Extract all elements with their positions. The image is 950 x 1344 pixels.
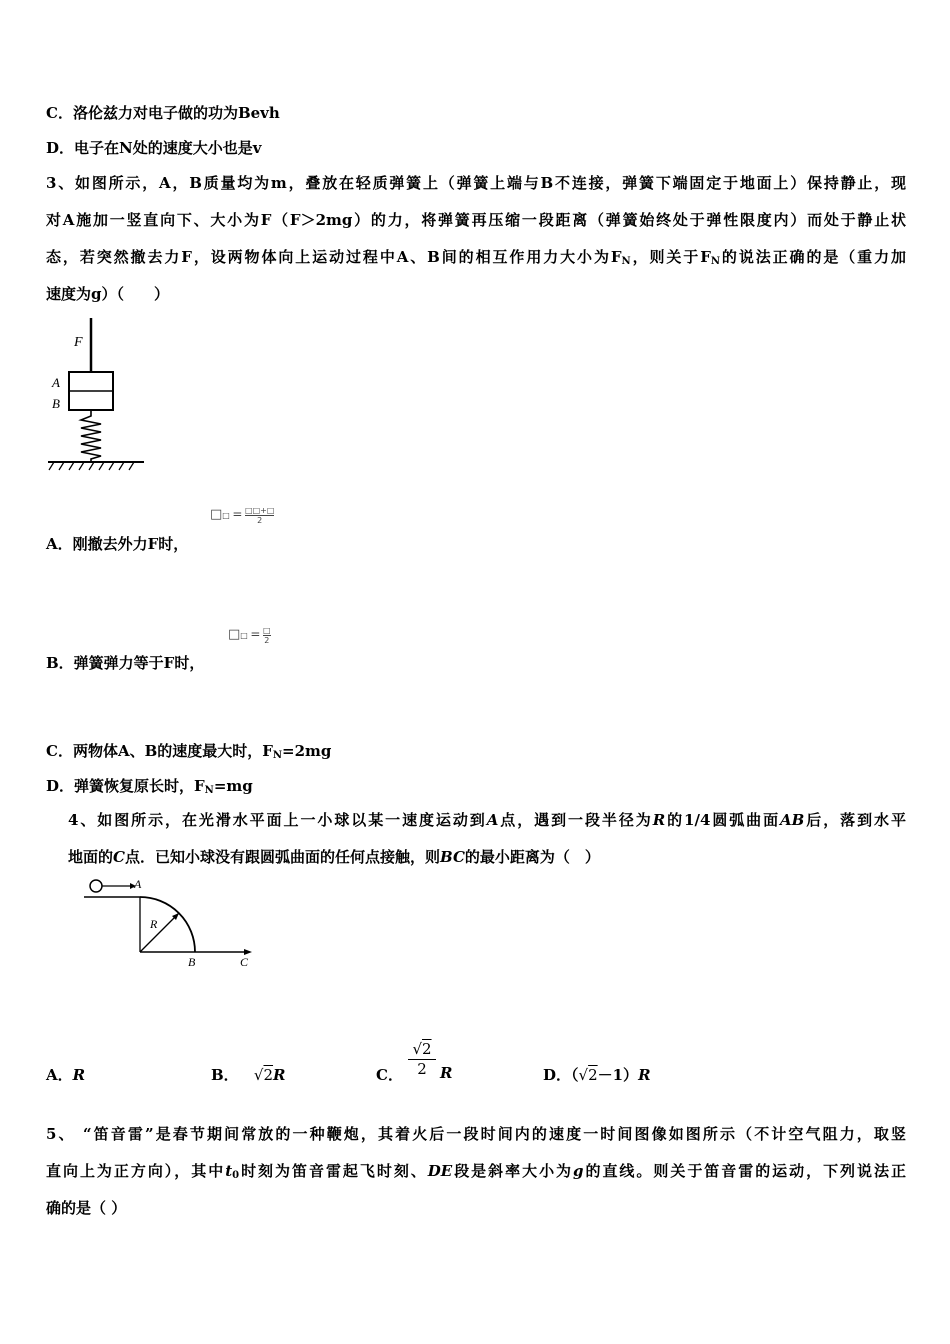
- q3-option-b-formula: □□ = □ 2: [228, 626, 271, 645]
- q3-option-b: B．弹簧弹力等于F时，: [46, 654, 205, 672]
- q4-label-r: R: [150, 917, 158, 931]
- q4-stem-line1: 4、如图所示，在光滑水平面上一小球以某一速度运动到A点，遇到一段半径为R的1/4圆弧曲面AB后，落到水平: [68, 811, 906, 829]
- q4-option-d: D．（√2－1）R: [543, 1066, 651, 1084]
- q4-option-c-fraction: √2 2: [408, 1040, 436, 1078]
- q4-option-c: C．: [376, 1066, 403, 1084]
- q4-option-b: B． √2R: [211, 1066, 286, 1084]
- q3-stem-line2: 对A施加一竖直向下、大小为F（F＞2mg）的力，将弹簧再压缩一段距离（弹簧始终处于弹性限度内）而处于静止状: [46, 211, 906, 229]
- ground-hatch: [49, 462, 134, 470]
- spring-coil: [81, 410, 101, 462]
- q4-label-c: C: [240, 955, 249, 969]
- q3-label-b: B: [52, 396, 60, 411]
- ball: [90, 880, 102, 892]
- q5-stem-line3: 确的是（ ）: [46, 1199, 127, 1217]
- q4-arc-figure: [84, 876, 264, 976]
- q3-spring-figure: [44, 316, 148, 474]
- q2-option-d: D．电子在N处的速度大小也是v: [46, 139, 262, 157]
- q3-option-c: C．两物体A、B的速度最大时，$F_N=2mg$: [46, 742, 332, 761]
- q4-stem-line2: 地面的C点．已知小球没有跟圆弧曲面的任何点接触，则BC的最小距离为（ ）: [68, 848, 600, 866]
- q4-option-c-r: R: [440, 1064, 453, 1082]
- q5-stem-line2: 直向上为正方向），其中$t_0$时刻为笛音雷起飞时刻、DE段是斜率大小为g的直线。则关于笛音雷的运动，下列说法正: [46, 1162, 906, 1181]
- q3-option-d: D．弹簧恢复原长时，$F_N=mg$: [46, 777, 253, 796]
- q3-label-force: F: [74, 335, 83, 350]
- q3-stem-line4: 速度为g）（ ）: [46, 285, 169, 303]
- q2-option-c: C．洛伦兹力对电子做的功为Bevh: [46, 104, 280, 122]
- q5-stem-line1: 5、 “笛音雷”是春节期间常放的一种鞭炮，其着火后一段时间内的速度一时间图像如图所示（不计空气阻力，取竖: [46, 1125, 906, 1143]
- q3-option-a-formula: □□ = □□+□ 2: [210, 506, 275, 525]
- q3-stem-line3: 态，若突然撤去力F，设两物体向上运动过程中A、B间的相互作用力大小为$F_N$，则关于$F_N$的说法正确的是（重力加: [46, 248, 906, 267]
- q3-stem-line1: 3、如图所示，A，B质量均为m，叠放在轻质弹簧上（弹簧上端与B不连接，弹簧下端固定于地面上）保持静止，现: [46, 174, 906, 192]
- q4-label-a: A: [134, 877, 142, 891]
- q4-label-b: B: [188, 955, 196, 969]
- q3-option-a: A．刚撤去外力F时，: [46, 535, 189, 553]
- q4-option-a: A．R: [46, 1066, 86, 1084]
- q3-label-a: A: [52, 375, 60, 390]
- radius-arrow: [140, 913, 179, 952]
